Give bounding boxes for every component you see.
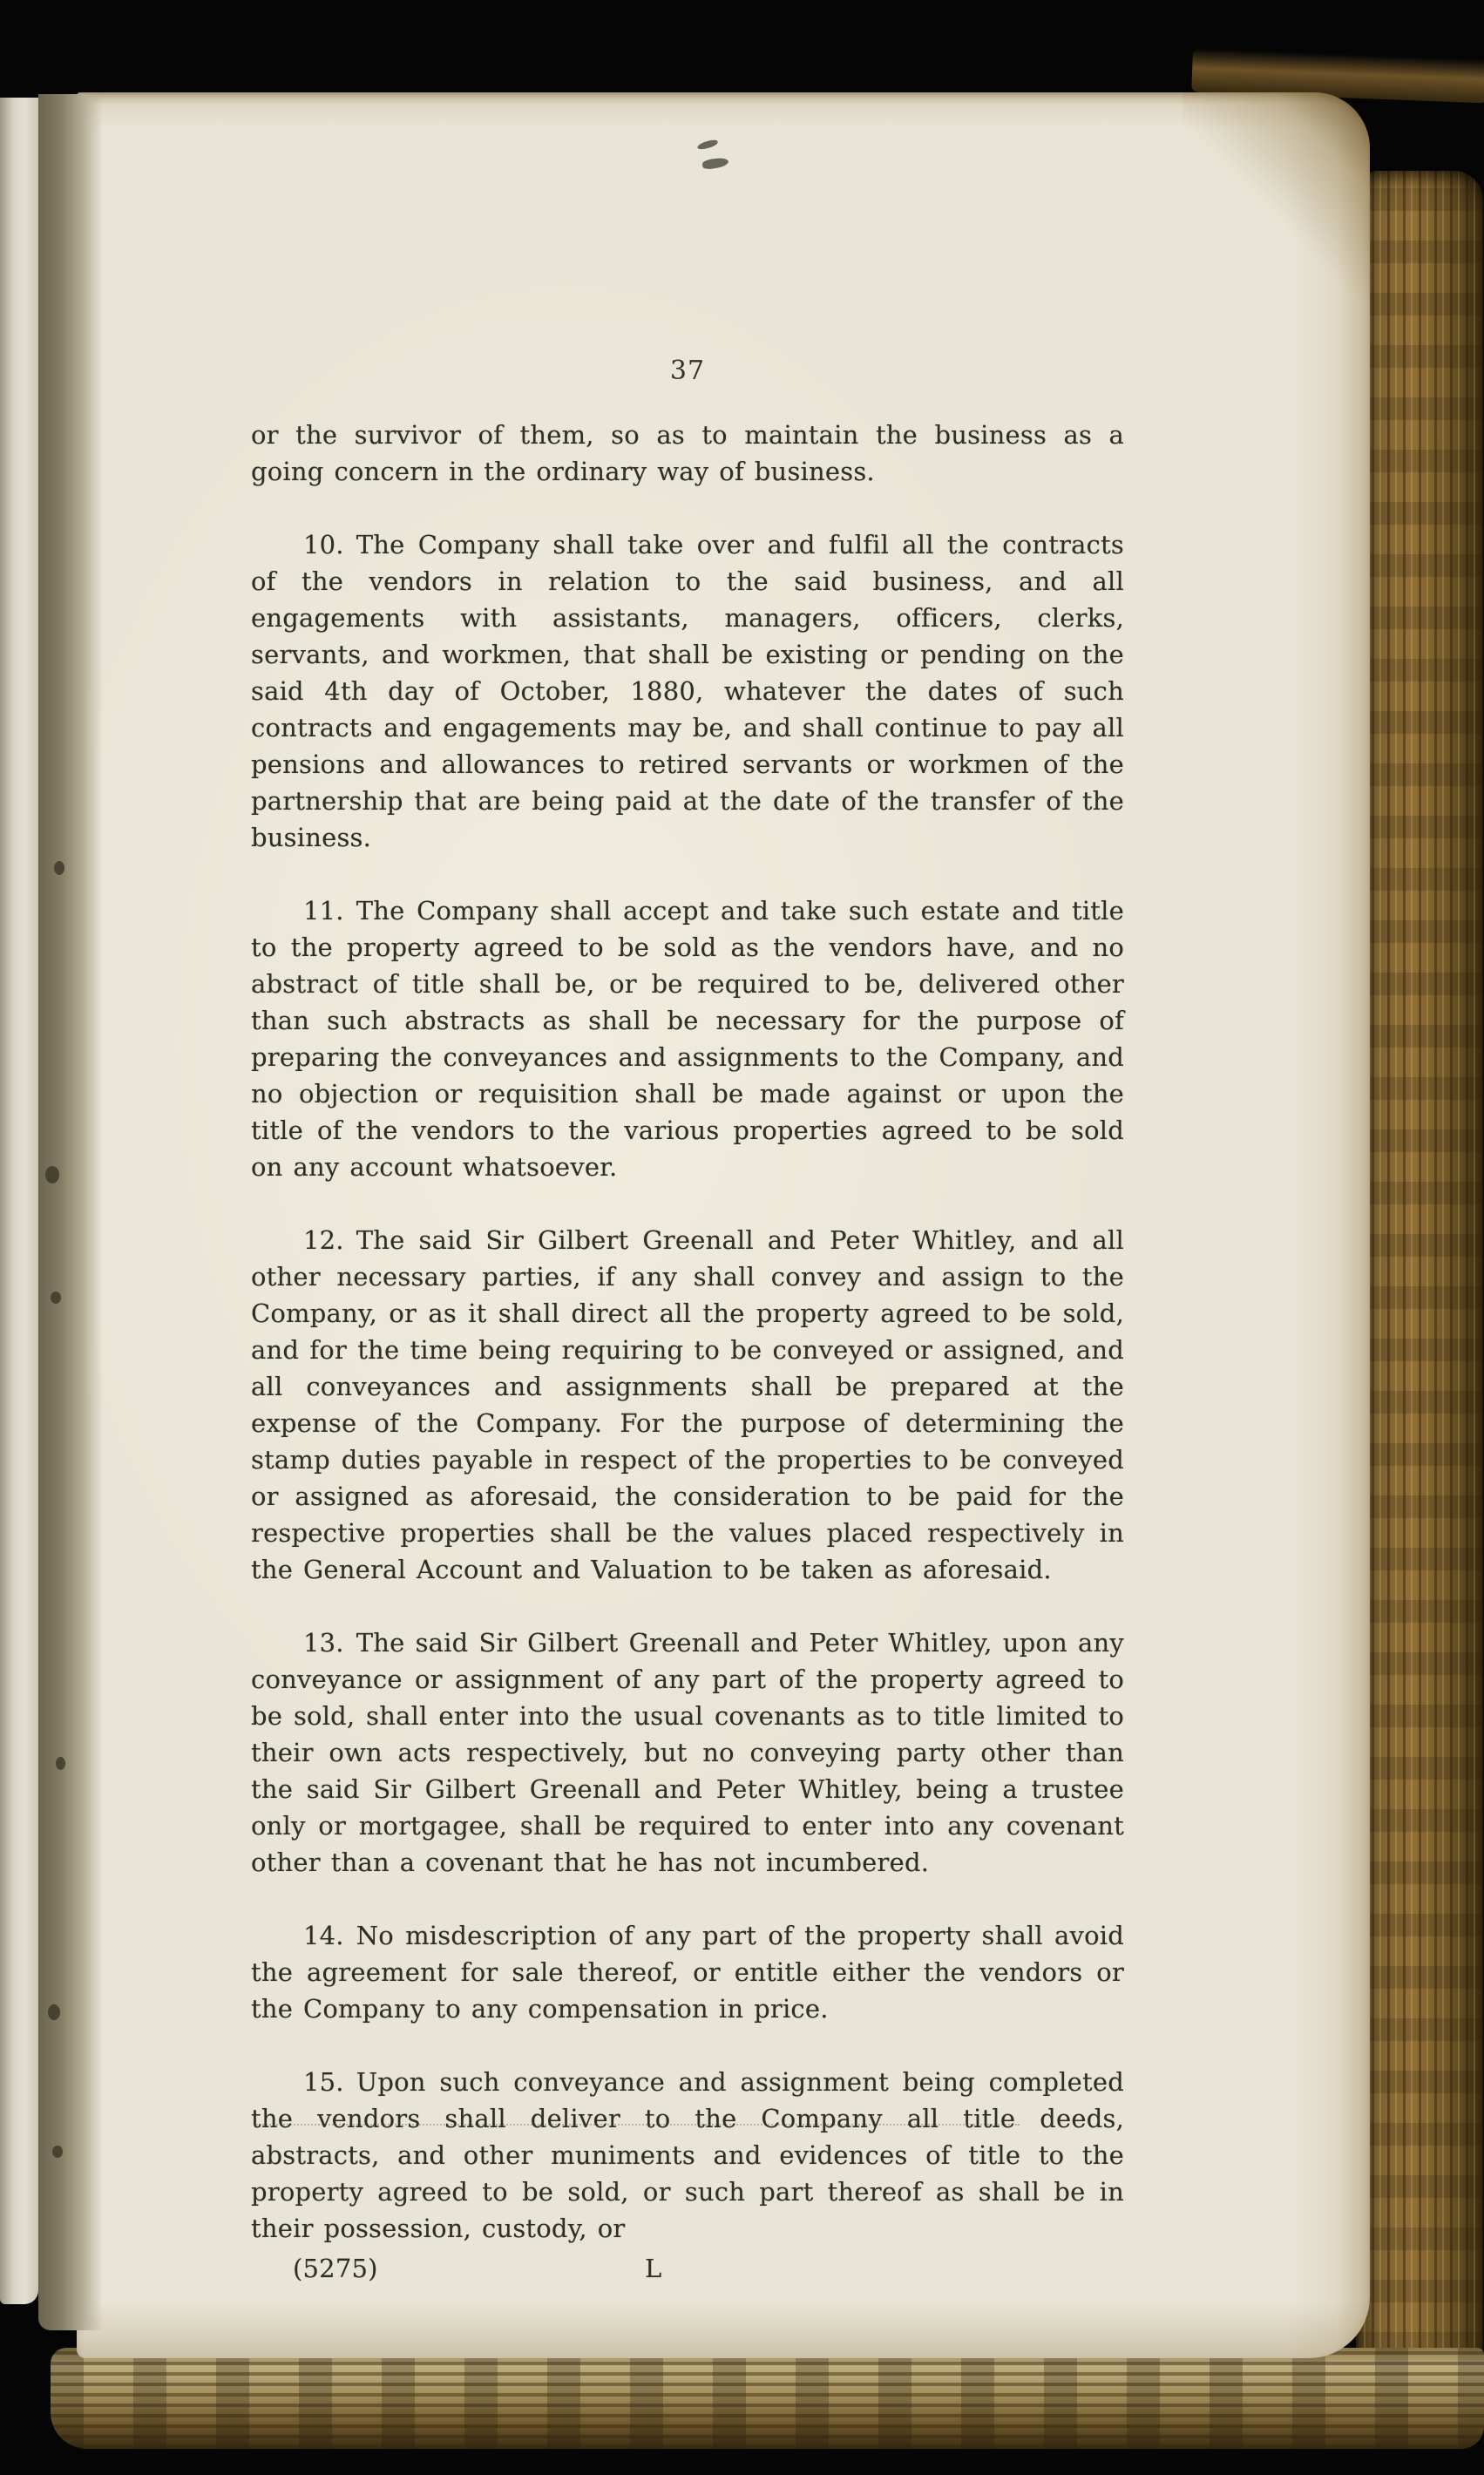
binding-mark xyxy=(48,2004,60,2020)
signature-mark: L xyxy=(645,2254,663,2283)
corner-stain xyxy=(1182,92,1370,315)
clause-text: Upon such conveyance and assignment being completed the vendors shall deliver to the Company all title deeds, abstracts, and other muniments and evidences of title to the property agreed to be sold, or such part thereof as shall be in their possession, custody, or xyxy=(251,2067,1124,2243)
clause-text: The Company shall accept and take such estate and title to the property agreed to be sold as the vendors have, and no abstract of title shall be, or be required to be, delivered other than such abstracts as shall be necessary for the purpose of preparing the conveyances and assignments to the Company, and no objection or requisition shall be made against or upon the title of the vendors to the various properties agreed to be sold on any account whatsoever. xyxy=(251,896,1124,1182)
clause-number: 13. xyxy=(303,1628,344,1658)
binding-mark xyxy=(52,2146,63,2158)
clause-number: 15. xyxy=(303,2067,344,2097)
opening-paragraph xyxy=(251,417,1124,490)
clause-text: No misdescription of any part of the property shall avoid the agreement for sale thereof, or entitle either the vendors or the Company to any compensation in price. xyxy=(251,1921,1124,2024)
fore-edge-page-stack xyxy=(1356,171,1483,2407)
clause-paragraph-11 xyxy=(251,892,1124,1185)
show-through-artifact xyxy=(256,2124,1020,2126)
ink-smudge xyxy=(701,157,728,170)
clause-text: The Company shall take over and fulfil all the contracts of the vendors in relation to the said business, and all engagements with assistants, managers, officers, clerks, servants, and workmen, that shall be existing or pending on the said 4th day of October, 1880, whatever the dates of such contracts and engagements may be, and shall continue to pay all pensions and allowances to retired servants or workmen of the partnership that are being paid at the date of the transfer of the business. xyxy=(251,530,1124,852)
ink-smudge xyxy=(696,139,718,151)
clause-text: The said Sir Gilbert Greenall and Peter Whitley, and all other necessary parties, if any shall convey and assign to the Company, or as it shall direct all the property agreed to be sold, and for the time being requiring to be conveyed or assigned, and all conveyances and assignments shall be prepared at the expense of the Company. For the purpose of determining the stamp duties payable in respect of the properties to be conveyed or assigned as aforesaid, the consideration to be paid for the respective properties shall be the values placed respectively in the General Account and Valuation to be taken as aforesaid. xyxy=(251,1225,1124,1584)
clause-paragraph-10 xyxy=(251,526,1124,856)
page-footer xyxy=(251,2250,1124,2287)
binding-mark xyxy=(51,1292,61,1304)
clause-paragraph-13 xyxy=(251,1624,1124,1881)
binding-mark xyxy=(56,1757,65,1770)
bottom-page-edge-stack xyxy=(51,2348,1484,2449)
clause-paragraph-12 xyxy=(251,1222,1124,1588)
page-text xyxy=(251,417,1124,2287)
plate-number: (5275) xyxy=(293,2254,378,2283)
clause-number: 12. xyxy=(303,1225,344,1255)
clause-number: 10. xyxy=(303,530,344,559)
clause-number: 14. xyxy=(303,1921,344,1950)
clause-text: The said Sir Gilbert Greenall and Peter Whitley, upon any conveyance or assignment of any part of the property agreed to be sold, shall enter into the usual covenants as to title limited to their own acts respectively, but no conveying party other than the said Sir Gilbert Greenall and Peter Whitley, being a trustee only or mortgagee, shall be required to enter into any covenant other than a covenant that he has not incumbered. xyxy=(251,1628,1124,1877)
facing-page-edge xyxy=(0,98,38,2304)
clause-paragraph-15 xyxy=(251,2064,1124,2247)
binding-mark xyxy=(54,861,64,875)
book-page xyxy=(77,92,1370,2358)
clause-number: 11. xyxy=(303,896,344,926)
clause-paragraph-14 xyxy=(251,1917,1124,2027)
paragraph-text: or the survivor of them, so as to maintain the business as a going concern in the ordinary way of business. xyxy=(251,420,1124,486)
binding-mark xyxy=(45,1166,59,1183)
page-number: 37 xyxy=(669,356,706,386)
